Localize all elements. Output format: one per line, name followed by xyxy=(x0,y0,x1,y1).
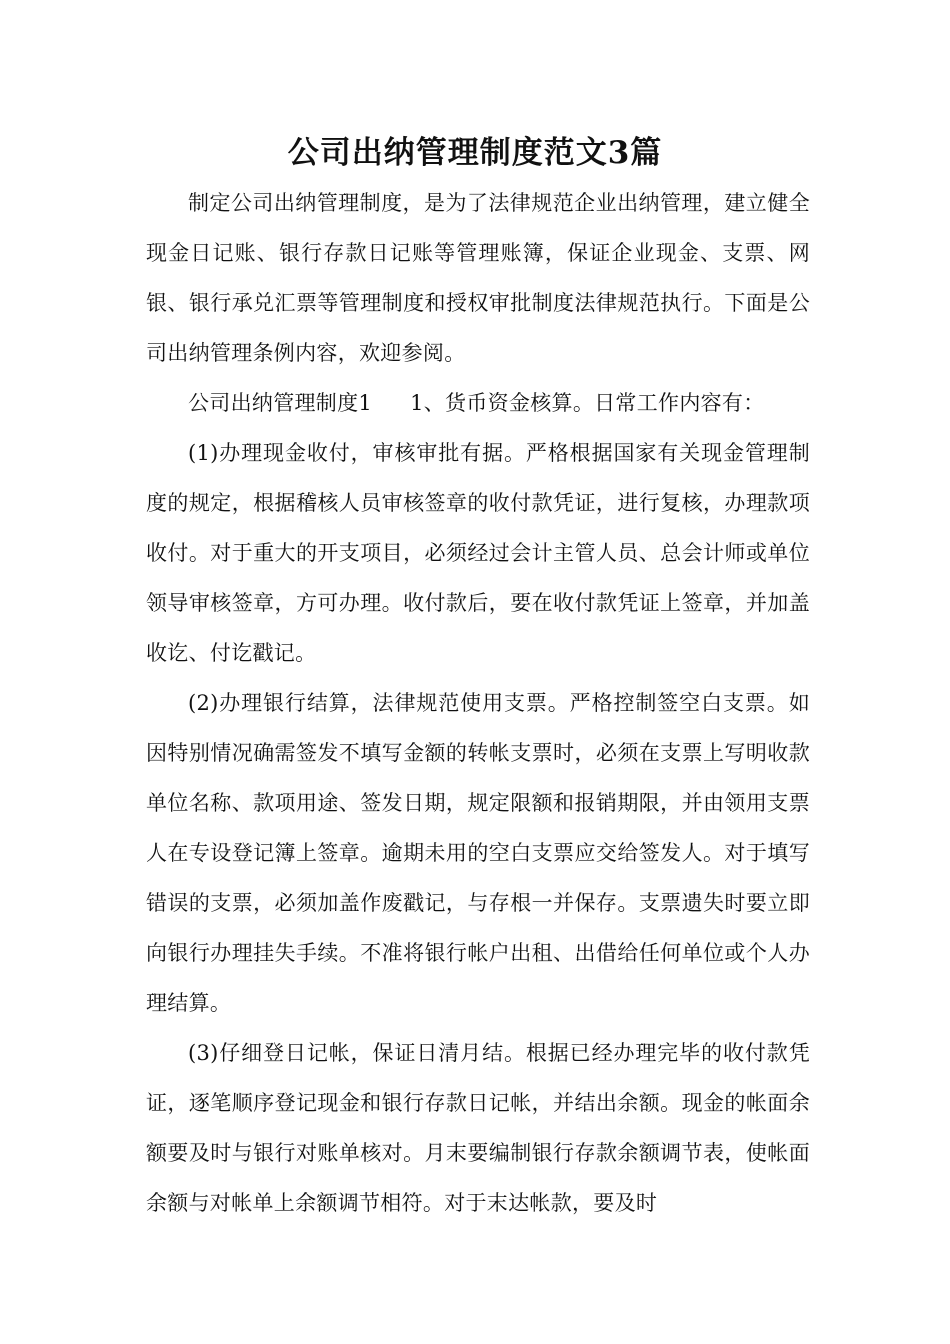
section-heading: 公司出纳管理制度1 xyxy=(188,391,373,415)
body-paragraph-2: (2)办理银行结算，法律规范使用支票。严格控制签空白支票。如因特别情况确需签发不填写金额的转帐支票时，必须在支票上写明收款单位名称、款项用途、签发日期，规定限额和报销期限，并由领用支票人在专设登记簿上签章。逾期未用的空白支票应交给签发人。对于填写错误的支票，必须加盖作废戳记，与存根一并保存。支票遗失时要立即向银行办理挂失手续。不准将银行帐户出租、出借给任何单位或个人办理结算。 xyxy=(146,691,810,1015)
section-line xyxy=(146,378,810,428)
document-title: 公司出纳管理制度范文3篇 xyxy=(287,135,663,171)
intro-paragraph: 制定公司出纳管理制度，是为了法律规范企业出纳管理，建立健全现金日记账、银行存款日记账等管理账簿，保证企业现金、支票、网银、银行承兑汇票等管理制度和授权审批制度法律规范执行。下面是公司出纳管理条例内容，欢迎参阅。 xyxy=(146,191,810,365)
body-paragraph-1: (1)办理现金收付，审核审批有据。严格根据国家有关现金管理制度的规定，根据稽核人员审核签章的收付款凭证，进行复核，办理款项收付。对于重大的开支项目，必须经过会计主管人员、总会计师或单位领导审核签章，方可办理。收付款后，要在收付款凭证上签章，并加盖收讫、付讫戳记。 xyxy=(146,441,810,665)
section-item: 1、货币资金核算。日常工作内容有： xyxy=(410,391,765,415)
document-body xyxy=(146,178,810,1228)
body-paragraph-3: (3)仔细登日记帐，保证日清月结。根据已经办理完毕的收付款凭证，逐笔顺序登记现金和银行存款日记帐，并结出余额。现金的帐面余额要及时与银行对账单核对。月末要编制银行存款余额调节表，使帐面余额与对帐单上余额调节相符。对于末达帐款，要及时 xyxy=(146,1041,810,1215)
